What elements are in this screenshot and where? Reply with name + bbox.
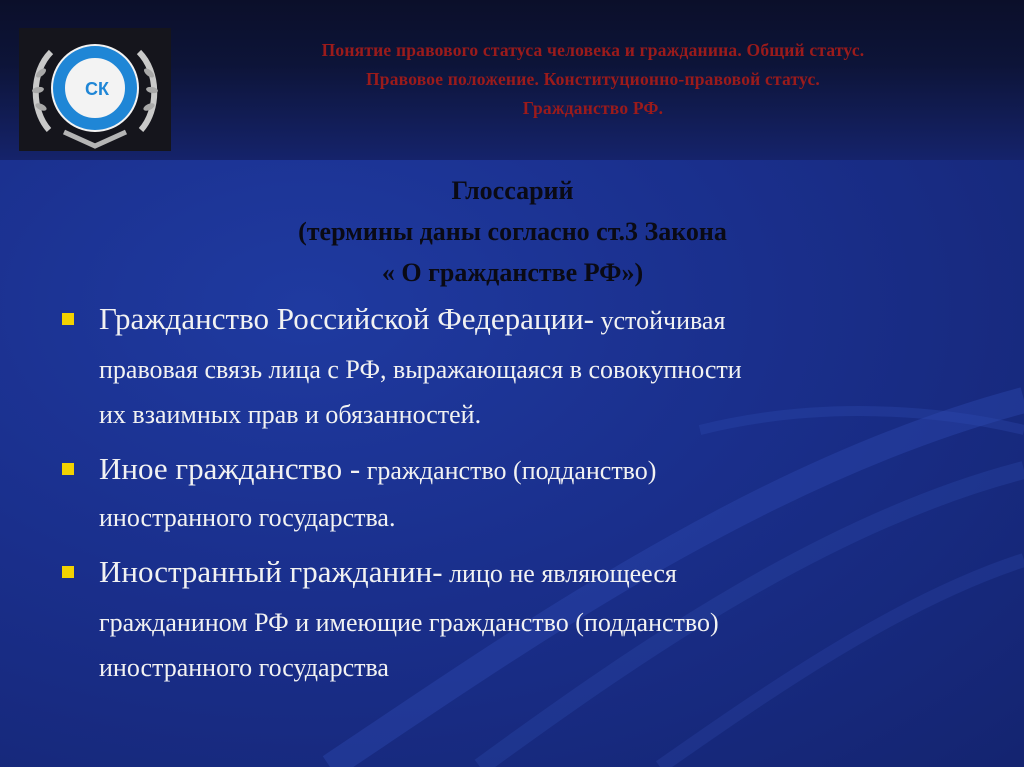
definition: лицо не являющееся [442, 559, 677, 588]
definition-line: иностранного государства [99, 653, 389, 682]
term: Иное гражданство - [99, 451, 361, 486]
bullet-list [62, 296, 982, 690]
bullet-square-icon [62, 313, 74, 325]
glossary-line-2: (термины даны согласно ст.3 Закона [298, 217, 727, 246]
definition-line: гражданином РФ и имеющие гражданство (подданство) [99, 608, 719, 637]
header-line-2: Правовое положение. Конституционно-правовой статус. [365, 69, 821, 89]
term: Иностранный гражданин- [99, 554, 443, 589]
list-item [62, 549, 982, 690]
bullet-square-icon [62, 566, 74, 578]
college-emblem-icon [19, 28, 171, 151]
definition-line: правовая связь лица с РФ, выражающаяся в совокупности [99, 355, 742, 384]
glossary-line-3: « О гражданстве РФ») [381, 258, 644, 287]
logo [19, 28, 171, 151]
definition-line: их взаимных прав и обязанностей. [99, 400, 482, 429]
header-line-3: Гражданство РФ. [522, 98, 664, 118]
bullet-square-icon [62, 463, 74, 475]
list-item [62, 447, 982, 539]
header-line-1: Понятие правового статуса человека и гражданина. Общий статус. [321, 40, 865, 60]
list-item [62, 296, 982, 437]
definition: устойчивая [594, 306, 726, 335]
term: Гражданство Российской Федерации- [99, 301, 595, 336]
glossary-line-1: Глоссарий [451, 176, 574, 205]
slide-header [180, 36, 1006, 123]
glossary-title [180, 170, 845, 293]
logo-text: СК [85, 79, 109, 99]
definition: гражданство (подданство) [360, 456, 657, 485]
definition-line: иностранного государства. [99, 503, 396, 532]
